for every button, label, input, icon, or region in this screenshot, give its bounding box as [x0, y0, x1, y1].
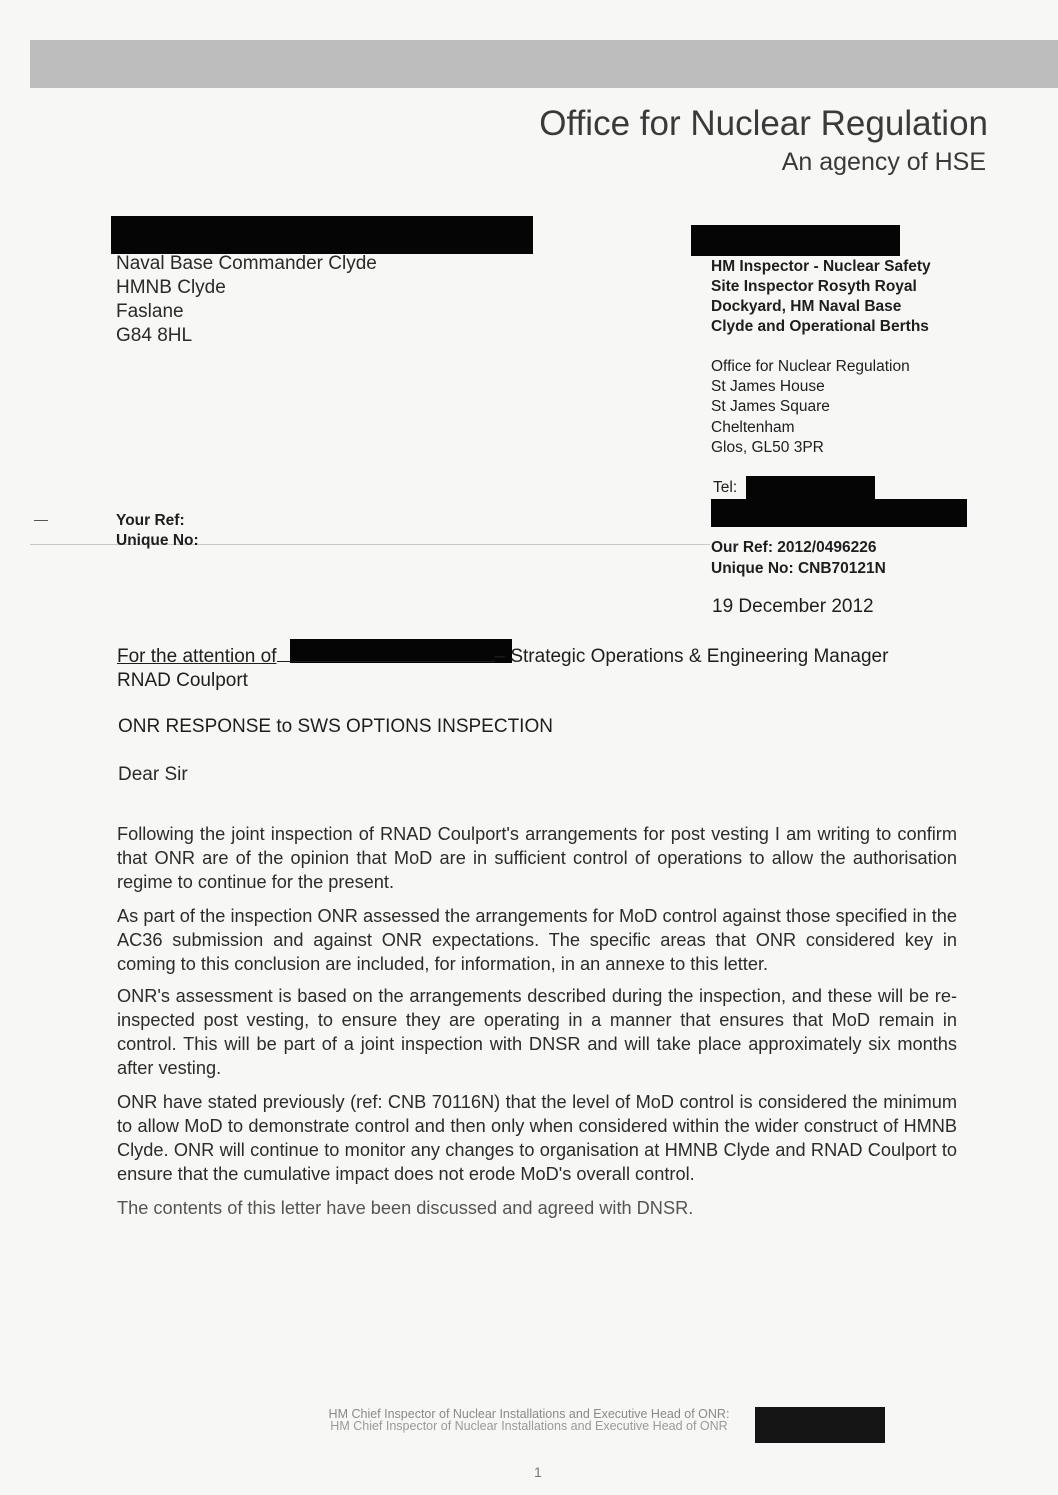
onr-address-line: Office for Nuclear Regulation — [711, 358, 910, 375]
signature-line: HM Chief Inspector of Nuclear Installations and Executive Head of ONR: — [328, 1407, 730, 1421]
our-unique: Unique No: CNB70121N — [711, 560, 886, 577]
body-paragraph: The contents of this letter have been discussed and agreed with DNSR. — [117, 1198, 694, 1218]
inspector-line: Site Inspector Rosyth Royal — [711, 278, 917, 295]
tel-label: Tel: — [713, 479, 738, 496]
scan-header-band — [30, 40, 1058, 88]
your-unique-label: Unique No: — [116, 532, 199, 549]
page-number: 1 — [534, 1464, 542, 1480]
onr-address-line: Glos, GL50 3PR — [711, 438, 824, 456]
your-reference — [116, 511, 199, 551]
attention-line — [117, 644, 967, 693]
salutation: Dear Sir — [118, 764, 188, 785]
our-reference — [711, 537, 886, 579]
body-paragraph: Following the joint inspection of RNAD Coulport's arrangements for post vesting I am writing to confirm that ONR are of the opinion that MoD are in sufficient control of operations to allow the authorisation regime to continue for the present. — [117, 824, 957, 892]
recipient-line: Naval Base Commander Clyde — [116, 253, 377, 274]
recipient-line: G84 8HL — [116, 325, 193, 346]
scan-artifact-dash — [34, 520, 48, 521]
body-paragraph: ONR have stated previously (ref: CNB 70116N) that the level of MoD control is considered the minimum to allow MoD to demonstrate control and then only when considered within the wider construct of HMNB Clyde. ONR will continue to monitor any changes to organisation at HMNB Clyde and RNAD Coulport to ensure that the cumulative impact does not erode MoD's overall control. — [117, 1092, 957, 1184]
letter-body — [117, 822, 957, 1230]
your-ref-label: Your Ref: — [116, 512, 185, 529]
our-ref: Our Ref: 2012/0496226 — [711, 539, 877, 556]
letter-subject: ONR RESPONSE to SWS OPTIONS INSPECTION — [118, 716, 553, 737]
onr-address-line: St James Square — [711, 398, 830, 416]
attention-role: – Strategic Operations & Engineering Manager — [494, 646, 889, 667]
redaction-email — [711, 499, 967, 527]
inspector-line: Clyde and Operational Berths — [711, 318, 929, 335]
attention-name-gap — [277, 644, 495, 662]
redaction-recipient-name — [111, 216, 533, 254]
inspector-line: Dockyard, HM Naval Base — [711, 298, 902, 315]
signature-line-ghost: HM Chief Inspector of Nuclear Installations and Executive Head of ONR — [330, 1419, 728, 1433]
recipient-address — [116, 252, 377, 348]
onr-address-line: Cheltenham — [711, 418, 795, 436]
attention-site: RNAD Coulport — [117, 670, 248, 691]
org-subtitle: An agency of HSE — [781, 148, 986, 176]
inspector-title-block — [711, 257, 931, 337]
body-paragraph: As part of the inspection ONR assessed the arrangements for MoD control against those specified in the AC36 submission and against ONR expectations. The specific areas that ONR considered key in coming to this conclusion are included, for information, in an annexe to this letter. — [117, 906, 957, 974]
attention-prefix: For the attention of — [117, 646, 277, 667]
inspector-line: HM Inspector - Nuclear Safety — [711, 258, 931, 275]
body-paragraph: ONR's assessment is based on the arrangements described during the inspection, and these will be re-inspected post vesting, to ensure they are operating in a manner that ensures that MoD remain in control. This will be part of a joint inspection with DNSR and will take place approximately six months after vesting. — [117, 986, 957, 1078]
onr-address-line: St James House — [711, 378, 825, 396]
redaction-tel — [746, 476, 875, 501]
org-name: Office for Nuclear Regulation — [539, 104, 988, 143]
redaction-inspector-name — [691, 225, 900, 256]
recipient-line: HMNB Clyde — [116, 277, 226, 298]
onr-address — [711, 357, 910, 458]
recipient-line: Faslane — [116, 301, 184, 322]
letter-date: 19 December 2012 — [712, 596, 874, 617]
